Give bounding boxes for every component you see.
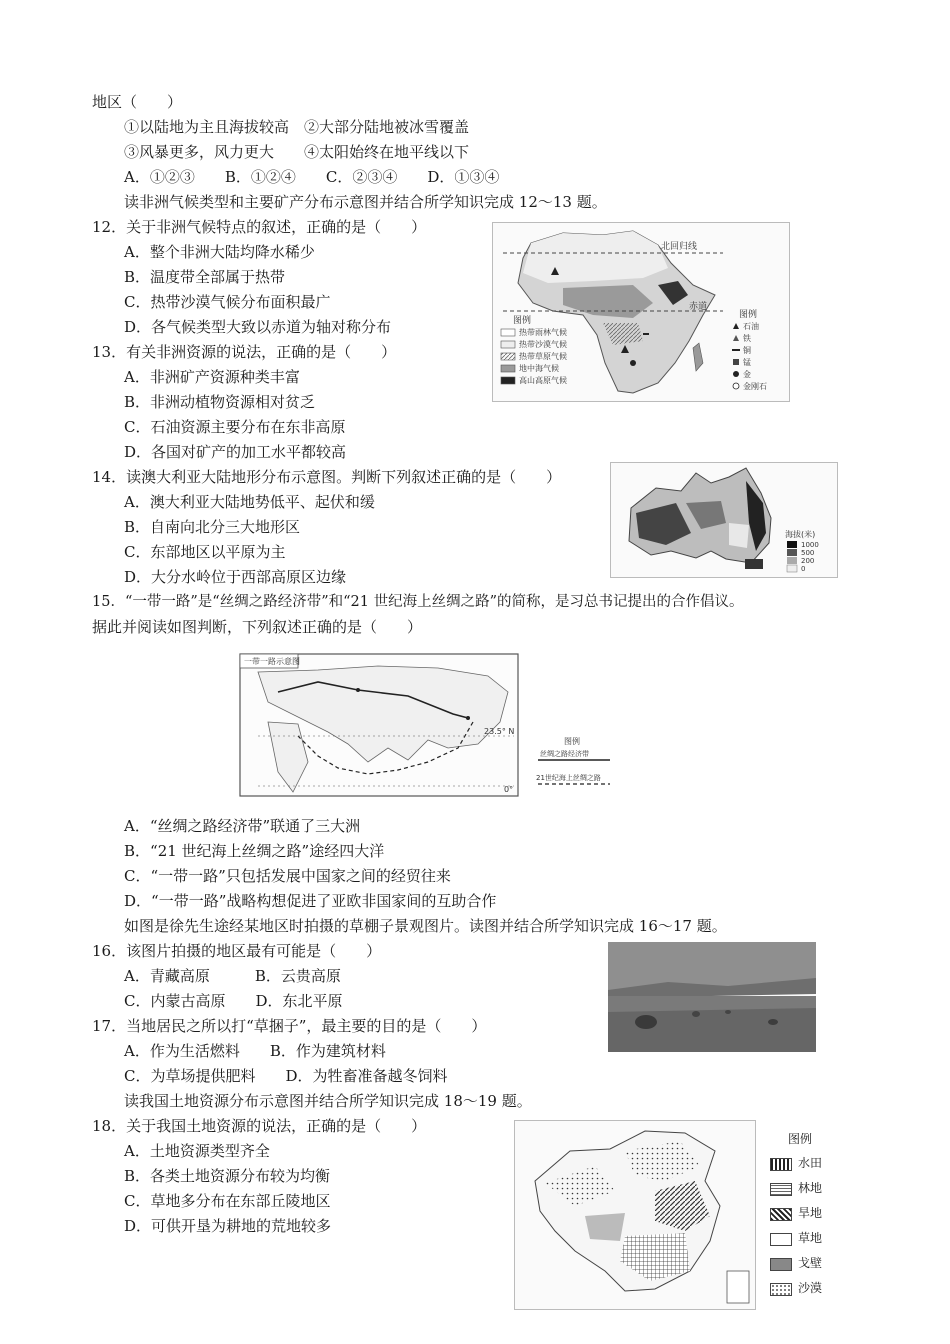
forest-swatch: [770, 1183, 792, 1196]
dryland-swatch: [770, 1208, 792, 1221]
q12-option-b: B．温度带全部属于热带: [124, 268, 286, 286]
q11-statements-2: ③风暴更多，风力更大 ④太阳始终在地平线以下: [124, 143, 470, 161]
q18-option-a: A．土地资源类型齐全: [124, 1142, 270, 1160]
mineral-iron: 铁: [743, 334, 751, 343]
elevation-200: 200: [801, 557, 815, 565]
desert-swatch: [770, 1283, 792, 1296]
q12-option-a: A．整个非洲大陆均降水稀少: [124, 243, 315, 261]
q17-options-cd: C．为草场提供肥料 D．为牲畜准备越冬饲料: [124, 1067, 448, 1085]
q13-option-b: B．非洲动植物资源相对贫乏: [124, 393, 316, 411]
mineral-manganese: 锰: [743, 358, 751, 367]
q12-stem: 12．关于非洲气候特点的叙述，正确的是（ ）: [92, 218, 427, 236]
grassland-photo: [608, 942, 816, 1052]
q15-option-d: D．“一带一路”战略构想促进了亚欧非国家间的互助合作: [124, 892, 497, 910]
q17-options-ab: A．作为生活燃料 B．作为建筑材料: [124, 1042, 386, 1060]
q18-option-c: C．草地多分布在东部丘陵地区: [124, 1192, 331, 1210]
intro-12-13: 读非洲气候类型和主要矿产分布示意图并结合所学知识完成 12～13 题。: [124, 193, 607, 211]
australia-terrain-map: [610, 462, 838, 578]
q12-option-c: C．热带沙漠气候分布面积最广: [124, 293, 331, 311]
q15-stem-1: 15．“一带一路”是“丝绸之路经济带”和“21 世纪海上丝绸之路”的简称，是习总书记提出的合作倡议。: [92, 594, 744, 610]
legend-silk-road-belt: 丝绸之路经济带: [540, 750, 589, 758]
climate-desert: 热带沙漠气候: [519, 340, 567, 349]
q17-stem: 17．当地居民之所以打“草捆子”，最主要的目的是（ ）: [92, 1017, 487, 1035]
q13-option-c: C．石油资源主要分布在东非高原: [124, 418, 346, 436]
intro-18-19: 读我国土地资源分布示意图并结合所学知识完成 18～19 题。: [124, 1092, 532, 1110]
climate-savanna: 热带草原气候: [519, 352, 567, 361]
q16-options-ab: A．青藏高原 B．云贵高原: [124, 967, 341, 985]
tropic-of-cancer-label: 23.5° N: [484, 727, 515, 736]
q15-option-a: A．“丝绸之路经济带”联通了三大洲: [124, 817, 361, 835]
gobi-swatch: [770, 1258, 792, 1271]
q14-option-b: B．自南向北分三大地形区: [124, 518, 301, 536]
legend-forest: 林地: [798, 1181, 823, 1195]
hay-bale-large: [635, 1015, 657, 1029]
q14-option-a: A．澳大利亚大陆地势低平、起伏和缓: [124, 493, 375, 511]
silk-map-title: 一带一路示意图: [244, 657, 300, 666]
china-land-map: [514, 1120, 756, 1310]
elevation-legend-title: 海拔(米): [785, 530, 816, 539]
elevation-500: 500: [801, 549, 815, 557]
climate-legend-title: 图例: [513, 316, 532, 326]
climate-highland: 高山高原气候: [519, 376, 567, 385]
elevation-1000: 1000: [801, 541, 819, 549]
q13-stem: 13．有关非洲资源的说法，正确的是（ ）: [92, 343, 397, 361]
silk-legend-title: 图例: [564, 737, 580, 746]
q15-stem-2: 据此并阅读如图判断，下列叙述正确的是（ ）: [92, 618, 423, 636]
q18-option-b: B．各类土地资源分布较为均衡: [124, 1167, 331, 1185]
q16-stem: 16．该图片拍摄的地区最有可能是（ ）: [92, 942, 382, 960]
q11-statements-1: ①以陆地为主且海拔较高 ②大部分陆地被冰雪覆盖: [124, 118, 470, 136]
legend-paddy: 水田: [798, 1156, 823, 1170]
q18-option-d: D．可供开垦为耕地的荒地较多: [124, 1217, 332, 1235]
legend-maritime-silk-road: 21世纪海上丝绸之路: [536, 774, 601, 782]
mineral-copper: 铜: [743, 346, 751, 355]
grassland-swatch: [770, 1233, 792, 1246]
legend-gobi: 戈壁: [798, 1256, 823, 1270]
q11-options: A．①②③ B．①②④ C．②③④ D．①③④: [124, 168, 500, 186]
china-map-legend: [770, 1130, 840, 1310]
mineral-gold: 金: [743, 370, 751, 379]
intro-16-17: 如图是徐先生途经某地区时拍摄的草棚子景观图片。读图并结合所学知识完成 16～17 题。: [124, 917, 727, 935]
q13-option-d: D．各国对矿产的加工水平都较高: [124, 443, 347, 461]
legend-dryland: 旱地: [798, 1206, 823, 1220]
mineral-oil: 石油: [743, 322, 759, 331]
africa-climate-map: [492, 222, 790, 402]
q14-stem: 14．读澳大利亚大陆地形分布示意图。判断下列叙述正确的是（ ）: [92, 468, 562, 486]
legend-grassland: 草地: [798, 1231, 823, 1245]
q13-option-a: A．非洲矿产资源种类丰富: [124, 368, 300, 386]
mineral-diamond: 金刚石: [743, 382, 767, 391]
q18-stem: 18．关于我国土地资源的说法，正确的是（ ）: [92, 1117, 427, 1135]
climate-rainforest: 热带雨林气候: [519, 328, 567, 337]
q16-options-cd: C．内蒙古高原 D．东北平原: [124, 992, 343, 1010]
q14-option-d: D．大分水岭位于西部高原区边缘: [124, 568, 347, 586]
q14-option-c: C．东部地区以平原为主: [124, 543, 286, 561]
q11-stem-end: 地区（ ）: [92, 93, 183, 111]
paddy-swatch: [770, 1158, 792, 1171]
belt-road-map: [238, 652, 616, 798]
q12-option-d: D．各气候类型大致以赤道为轴对称分布: [124, 318, 392, 336]
q15-option-c: C．“一带一路”只包括发展中国家之间的经贸往来: [124, 867, 451, 885]
equator-zero-label: 0°: [504, 785, 514, 794]
q15-option-b: B．“21 世纪海上丝绸之路”途经四大洋: [124, 842, 385, 860]
climate-mediterranean: 地中海气候: [519, 364, 559, 373]
legend-desert: 沙漠: [798, 1281, 823, 1295]
mineral-legend-title: 图例: [739, 310, 758, 320]
elevation-0: 0: [801, 565, 806, 573]
equator-label: 赤道: [689, 302, 708, 312]
china-legend-title: 图例: [788, 1132, 813, 1146]
tropic-label: 北回归线: [661, 242, 698, 252]
